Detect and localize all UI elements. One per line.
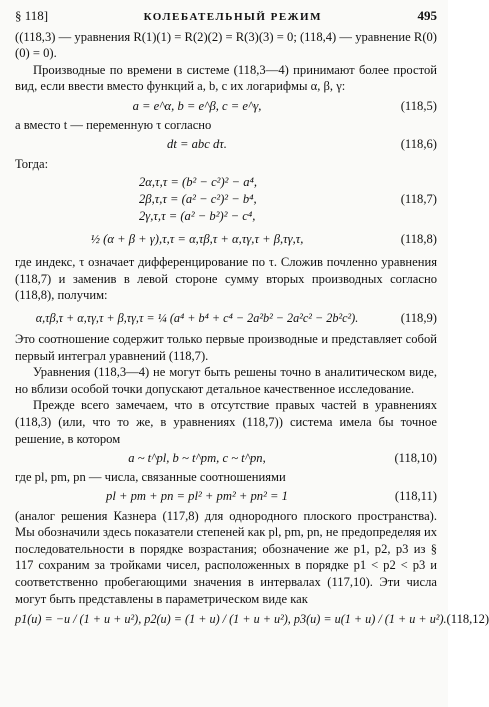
equation-body: pl + pm + pn = pl² + pm² + pn² = 1 — [106, 489, 288, 504]
paragraph-p3: Тогда: — [15, 156, 49, 171]
running-header — [15, 8, 437, 26]
paragraph-p0: ((118,3) — уравнения R(1)(1) = R(2)(2) = R(3)(3) = 0; (118,4) — уравнение R(0)(0) = 0). — [15, 29, 437, 61]
paragraph-p5: Это соотношение содержит только первые производные и представляет собой первый интеграл уравнений (118,7). — [15, 331, 437, 363]
equation-number: (118,5) — [400, 98, 437, 113]
equation-118-9 — [15, 306, 437, 331]
chapter-title: КОЛЕБАТЕЛЬНЫЙ РЕЖИМ — [143, 11, 322, 23]
equation-line-gamma: 2γ,τ,τ = (a² − b²)² − c⁴, — [139, 209, 256, 224]
equation-line-alpha: 2α,τ,τ = (b² − c²)² − a⁴, — [139, 175, 258, 190]
paragraph-p2: а вместо t — переменную τ согласно — [15, 117, 212, 132]
equation-number: (118,7) — [400, 192, 437, 207]
equation-body: dt = abc dτ. — [167, 137, 227, 152]
equation-body: a ~ t^pl, b ~ t^pm, c ~ t^pn, — [128, 450, 266, 465]
equation-118-6 — [15, 134, 437, 156]
equation-number: (118,9) — [400, 311, 437, 326]
equation-118-7 — [15, 174, 437, 225]
page-number: 495 — [417, 8, 437, 23]
paragraph-p1: Производные по времени в системе (118,3—4) принимают более простой вид, если ввести вместо функций a, b, c их логарифмы α, β, γ: — [15, 62, 437, 94]
equation-118-12 — [15, 607, 489, 632]
equation-number: (118,11) — [394, 489, 437, 504]
equation-number: (118,6) — [400, 137, 437, 152]
equation-118-8 — [15, 227, 437, 252]
equation-body: α,τβ,τ + α,τγ,τ + β,τγ,τ = ¼ (a⁴ + b⁴ + c⁴ − 2a²b² − 2a²c² − 2b²c²). — [35, 311, 359, 326]
paragraph-p6: Уравнения (118,3—4) не могут быть решены точно в аналитическом виде, но вблизи особой точки допускают детальное качественное исследование. — [15, 365, 437, 396]
equation-number: (118,8) — [400, 232, 437, 247]
section-ref: § 118] — [15, 8, 49, 23]
equation-body: a = e^α, b = e^β, c = e^γ, — [132, 98, 262, 113]
paragraph-p8: где pl, pm, pn — числа, связанные соотношениями — [15, 470, 286, 485]
equation-number: (118,12) — [446, 612, 489, 627]
equation-body: ½ (α + β + γ),τ,τ = α,τβ,τ + α,τγ,τ + β,τγ,τ, — [90, 232, 304, 247]
equation-118-11 — [15, 486, 437, 508]
equation-118-10 — [15, 447, 437, 469]
equation-body: p1(u) = −u / (1 + u + u²), p2(u) = (1 + u) / (1 + u + u²), p3(u) = u(1 + u) / (1 + u + u²). — [15, 612, 447, 627]
paragraph-p7: Прежде всего замечаем, что в отсутствие правых частей в уравнениях (118,3) (или, что то же, в уравнениях (118,7)) система имела бы точное решение, в котором — [15, 398, 437, 446]
equation-line-beta: 2β,τ,τ = (a² − c²)² − b⁴, — [139, 192, 257, 207]
equation-118-5 — [15, 95, 437, 117]
paragraph-p9: (аналог решения Казнера (117,8) для однородного плоского пространства). Мы обозначили здесь показатели степеней как pl, pm, pn, не предопределяя их последовательности в порядке возрастания; обозначение же p1, p2, p3 из § 117 сохраним за тройками чисел, расположенных в порядке p1 < p2 < p3 и соответственно пробегающими значения в интервалах (117,10). Эти числа могут быть представлены в параметрическом виде как — [15, 508, 437, 606]
paragraph-p4: где индекс, τ означает дифференцирование по τ. Сложив почленно уравнения (118,7) и заменив в левой стороне сумму вторых производных согласно (118,8), получим: — [15, 255, 437, 303]
equation-number: (118,10) — [394, 450, 437, 465]
